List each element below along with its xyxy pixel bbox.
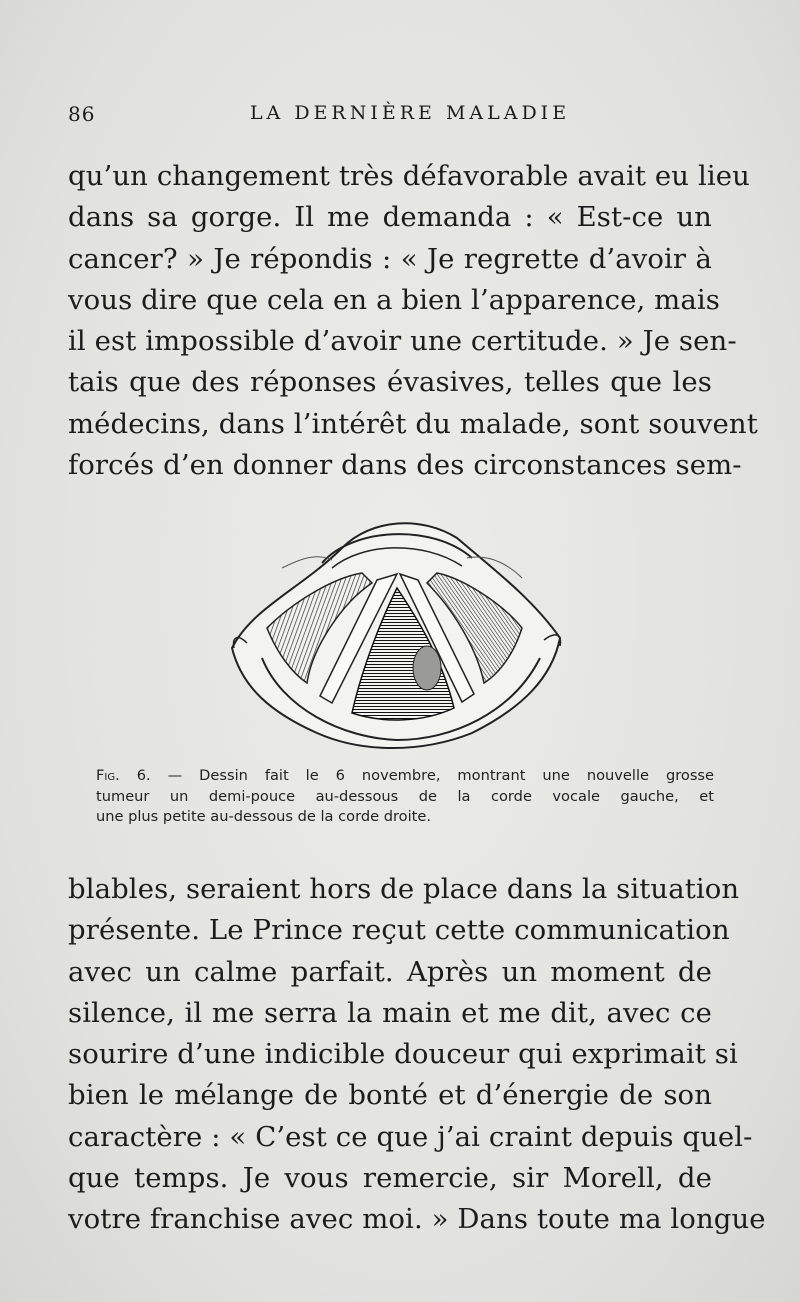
- text-line: sourire d’une indicible douceur qui exprimait si: [68, 1038, 738, 1071]
- running-title: LA DERNIÈRE MALADIE: [249, 102, 571, 124]
- figure-label: Fig. 6.: [96, 767, 151, 784]
- page-header: [68, 98, 712, 132]
- paragraph-bottom: [68, 869, 766, 1241]
- page-number: 86: [68, 102, 96, 126]
- text-line: caractère : « C’est ce que j’ai craint depuis quel-: [68, 1120, 753, 1153]
- caption-line: [78, 766, 714, 787]
- text-line: silence, il me serra la main et me dit, avec ce: [68, 996, 712, 1029]
- text-line: qu’un changement très défavorable avait eu lieu: [68, 160, 750, 192]
- text-line: cancer? » Je répondis : « Je regrette d’avoir à: [68, 242, 712, 275]
- larynx-illustration: [222, 508, 567, 760]
- caption-text: — Dessin fait le 6 novembre, montrant une nouvelle grosse: [150, 767, 714, 784]
- text-line: avec un calme parfait. Après un moment de: [68, 955, 712, 988]
- caption-line: une plus petite au-dessous de la corde droite.: [96, 808, 431, 825]
- text-line: blables, seraient hors de place dans la situation: [68, 873, 740, 905]
- text-line: vous dire que cela en a bien l’apparence, mais: [68, 283, 720, 316]
- text-line: dans sa gorge. Il me demanda : « Est-ce un: [68, 201, 712, 234]
- caption-line: tumeur un demi-pouce au-dessous de la corde vocale gauche, et: [96, 787, 714, 805]
- figure-caption: [78, 766, 714, 828]
- text-line: forcés d’en donner dans des circonstances sem-: [68, 449, 742, 482]
- paragraph-top: [68, 156, 758, 486]
- text-line: bien le mélange de bonté et d’énergie de son: [68, 1079, 712, 1112]
- text-line: que temps. Je vous remercie, sir Morell, de: [68, 1162, 712, 1195]
- text-line: présente. Le Prince reçut cette communication: [68, 914, 730, 947]
- text-line: médecins, dans l’intérêt du malade, sont souvent: [68, 407, 758, 440]
- text-line: il est impossible d’avoir une certitude. » Je sen-: [68, 325, 737, 358]
- text-line: votre franchise avec moi. » Dans toute ma longue: [68, 1203, 766, 1236]
- text-line: tais que des réponses évasives, telles que les: [68, 366, 712, 399]
